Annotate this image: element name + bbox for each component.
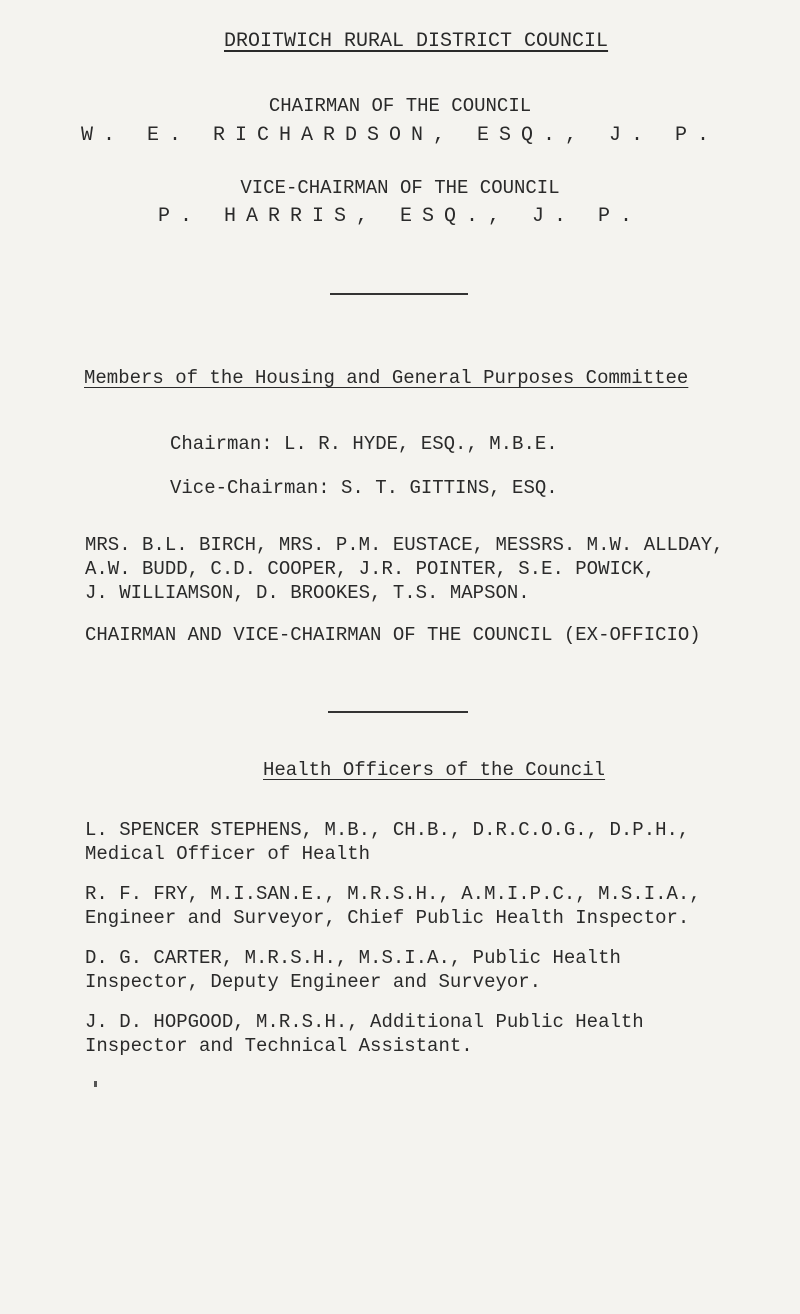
health-officers-heading: Health Officers of the Council xyxy=(263,759,606,781)
officer-3-qualifications: D. G. CARTER, M.R.S.H., M.S.I.A., Public Health xyxy=(85,947,621,969)
committee-members-line-2: A.W. BUDD, C.D. COOPER, J.R. POINTER, S.E. POWICK, xyxy=(85,558,656,580)
committee-vice-chairman: Vice-Chairman: S. T. GITTINS, ESQ. xyxy=(170,477,558,499)
housing-committee-heading: Members of the Housing and General Purposes Committee xyxy=(84,367,689,389)
divider-middle xyxy=(328,711,468,713)
ex-officio-note: CHAIRMAN AND VICE-CHAIRMAN OF THE COUNCIL (EX-OFFICIO) xyxy=(85,624,701,646)
officer-2-role: Engineer and Surveyor, Chief Public Health Inspector. xyxy=(85,907,690,929)
officer-1-role: Medical Officer of Health xyxy=(85,843,371,865)
vice-chairman-label: VICE-CHAIRMAN OF THE COUNCIL xyxy=(240,177,560,199)
officer-4-role: Inspector and Technical Assistant. xyxy=(85,1035,473,1057)
officer-4-qualifications: J. D. HOPGOOD, M.R.S.H., Additional Public Health xyxy=(85,1011,644,1033)
officer-2-qualifications: R. F. FRY, M.I.SAN.E., M.R.S.H., A.M.I.P.C., M.S.I.A., xyxy=(85,883,701,905)
committee-members-line-1: MRS. B.L. BIRCH, MRS. P.M. EUSTACE, MESSRS. M.W. ALLDAY, xyxy=(85,534,724,556)
committee-chairman: Chairman: L. R. HYDE, ESQ., M.B.E. xyxy=(170,433,558,455)
chairman-label: CHAIRMAN OF THE COUNCIL xyxy=(268,95,532,117)
officer-3-role: Inspector, Deputy Engineer and Surveyor. xyxy=(85,971,542,993)
ink-speck xyxy=(94,1081,97,1087)
vice-chairman-name: P. HARRIS, ESQ., J. P. xyxy=(157,205,643,228)
officer-1-qualifications: L. SPENCER STEPHENS, M.B., CH.B., D.R.C.O.G., D.P.H., xyxy=(85,819,690,841)
committee-members-line-3: J. WILLIAMSON, D. BROOKES, T.S. MAPSON. xyxy=(85,582,530,604)
chairman-name: W. E. RICHARDSON, ESQ., J. P. xyxy=(80,124,720,147)
divider-top xyxy=(330,293,468,295)
council-title: DROITWICH RURAL DISTRICT COUNCIL xyxy=(224,30,609,53)
